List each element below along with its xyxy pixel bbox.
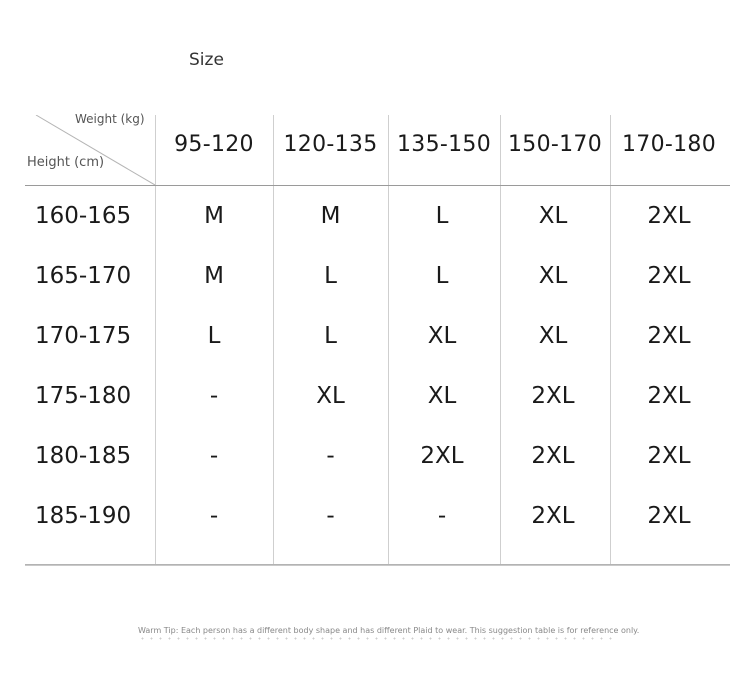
table-cell-size: L — [324, 323, 337, 349]
table-cell-size: - — [209, 443, 219, 469]
table-cell-size: 2XL — [647, 503, 691, 529]
table-cell-size: 2XL — [647, 323, 691, 349]
table-cell-size: L — [435, 263, 449, 289]
table-cell-size: XL — [538, 323, 568, 349]
page-title: Size — [189, 50, 224, 70]
table-cell-size: 2XL — [531, 503, 575, 529]
table-corner-header — [25, 112, 155, 185]
column-header-weight: 120-135 — [283, 132, 378, 157]
table-cell-size: XL — [427, 383, 457, 409]
table-cell-size: 2XL — [647, 263, 691, 289]
height-axis-label: Height (cm) — [27, 155, 105, 170]
table-cell-size: - — [437, 503, 447, 529]
row-header-height: 180-185 — [35, 443, 132, 469]
table-cell-size: 2XL — [647, 203, 691, 229]
table-cell-size: - — [209, 383, 219, 409]
row-header-height: 170-175 — [35, 323, 132, 349]
row-header-height: 185-190 — [35, 503, 132, 529]
table-cell-size: L — [435, 203, 449, 229]
footnote-cutoff-line — [138, 637, 614, 640]
table-cell-size: 2XL — [531, 383, 575, 409]
table-cell-size: - — [326, 443, 335, 469]
table-cell-size: 2XL — [531, 443, 575, 469]
table-cell-size: M — [204, 203, 224, 229]
table-cell-size: 2XL — [647, 443, 691, 469]
table-cell-size: 2XL — [647, 383, 691, 409]
header-rule — [25, 185, 730, 186]
column-header-weight: 135-150 — [396, 132, 492, 157]
row-header-height: 160-165 — [35, 203, 132, 229]
table-cell-size: - — [326, 503, 335, 529]
table-cell-size: XL — [538, 263, 568, 289]
table-cell-size: M — [204, 263, 224, 289]
table-cell-size: 2XL — [420, 443, 464, 469]
size-table — [25, 112, 730, 566]
row-header-height: 175-180 — [35, 383, 132, 409]
footnote-warm-tip: Warm Tip: Each person has a different body shape and has different Plaid to wear. This suggestion table is for reference only. — [138, 626, 640, 635]
table-cell-size: XL — [427, 323, 457, 349]
column-header-weight: 150-170 — [507, 132, 603, 157]
table-cell-size: - — [209, 503, 219, 529]
table-cell-size: L — [324, 263, 337, 289]
column-header-weight: 170-180 — [621, 132, 717, 157]
table-cell-size: L — [207, 323, 221, 349]
table-cell-size: M — [320, 203, 341, 229]
weight-axis-label: Weight (kg) — [75, 112, 145, 126]
table-cell-size: XL — [316, 383, 345, 409]
row-header-height: 165-170 — [35, 263, 132, 289]
column-header-weight: 95-120 — [174, 132, 254, 157]
table-bottom-rule — [25, 564, 730, 566]
table-cell-size: XL — [538, 203, 568, 229]
